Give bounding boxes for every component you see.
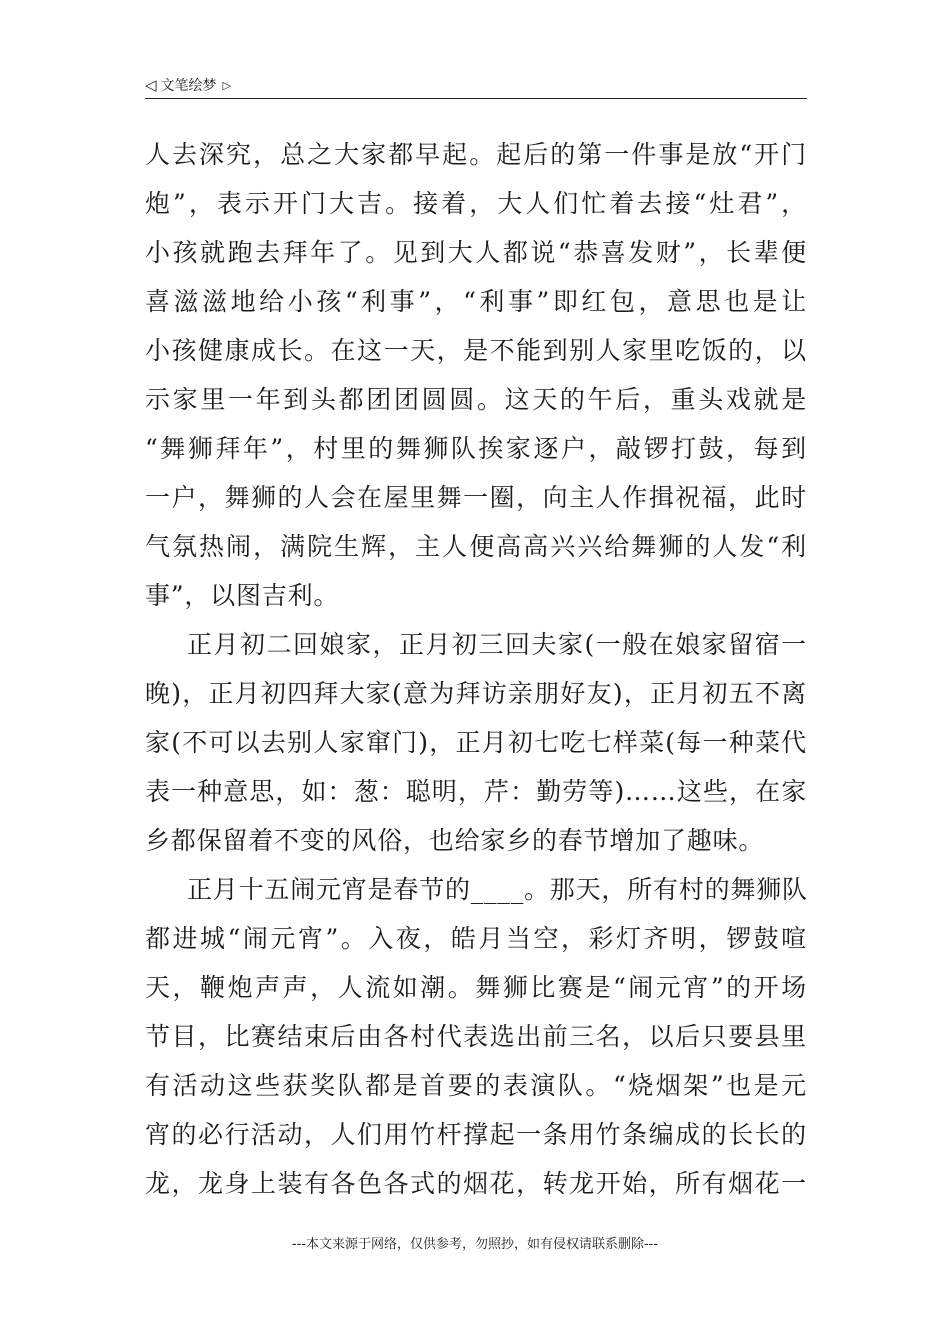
paragraph-first-line: 正月初二回娘家，正月初三回夫家(一般在娘家留宿一 (187, 630, 807, 659)
page-header (145, 72, 807, 99)
text-line: 喜滋滋地给小孩“利事”，“利事”即红包，意思也是让 (145, 287, 807, 316)
text-line: 有活动这些获奖队都是首要的表演队。“烧烟架”也是元 (145, 1071, 807, 1100)
text-line: 天，鞭炮声声，人流如潮。舞狮比赛是“闹元宵”的开场 (145, 973, 807, 1002)
text-line: 表一种意思，如：葱：聪明，芹：勤劳等)……这些，在家 (145, 777, 807, 806)
text-line: 示家里一年到头都团团圆圆。这天的午后，重头戏就是 (145, 385, 807, 414)
text-line: 炮”，表示开门大吉。接着，大人们忙着去接“灶君”， (145, 189, 807, 218)
triangle-right-icon: ▷ (222, 78, 232, 92)
paragraph-first-line: 正月十五闹元宵是春节的____。那天，所有村的舞狮队 (187, 875, 808, 904)
text-line: 晚)，正月初四拜大家(意为拜访亲朋好友)，正月初五不离 (145, 679, 807, 708)
text-line: 一户，舞狮的人会在屋里舞一圈，向主人作揖祝福，此时 (145, 483, 807, 512)
text-line: 宵的必行活动，人们用竹杆撑起一条用竹条编成的长长的 (145, 1120, 807, 1149)
header-title: 文笔绘梦 (160, 78, 217, 94)
text-line: 气氛热闹，满院生辉，主人便高高兴兴给舞狮的人发“利 (145, 532, 807, 561)
text-line: 都进城“闹元宵”。入夜，皓月当空，彩灯齐明，锣鼓喧 (145, 924, 807, 953)
triangle-left-icon: ◁ (145, 75, 157, 94)
text-line: 小孩健康成长。在这一天，是不能到别人家里吃饭的，以 (145, 336, 807, 365)
text-line: 小孩就跑去拜年了。见到大人都说“恭喜发财”，长辈便 (145, 238, 807, 267)
text-line: 事”，以图吉利。 (145, 581, 340, 610)
text-line: 节目，比赛结束后由各村代表选出前三名，以后只要县里 (145, 1022, 807, 1051)
document-body (145, 130, 807, 1208)
text-line: 乡都保留着不变的风俗，也给家乡的春节增加了趣味。 (145, 826, 765, 855)
page-footer: ---本文来源于网络，仅供参考，勿照抄，如有侵权请联系删除--- (291, 1237, 659, 1252)
text-line: 家(不可以去别人家窜门)，正月初七吃七样菜(每一种菜代 (145, 728, 807, 757)
text-line: 人去深究，总之大家都早起。起后的第一件事是放“开门 (145, 140, 807, 169)
text-line: “舞狮拜年”，村里的舞狮队挨家逐户，敲锣打鼓，每到 (145, 434, 807, 463)
text-line: 龙，龙身上装有各色各式的烟花，转龙开始，所有烟花一 (145, 1169, 807, 1198)
